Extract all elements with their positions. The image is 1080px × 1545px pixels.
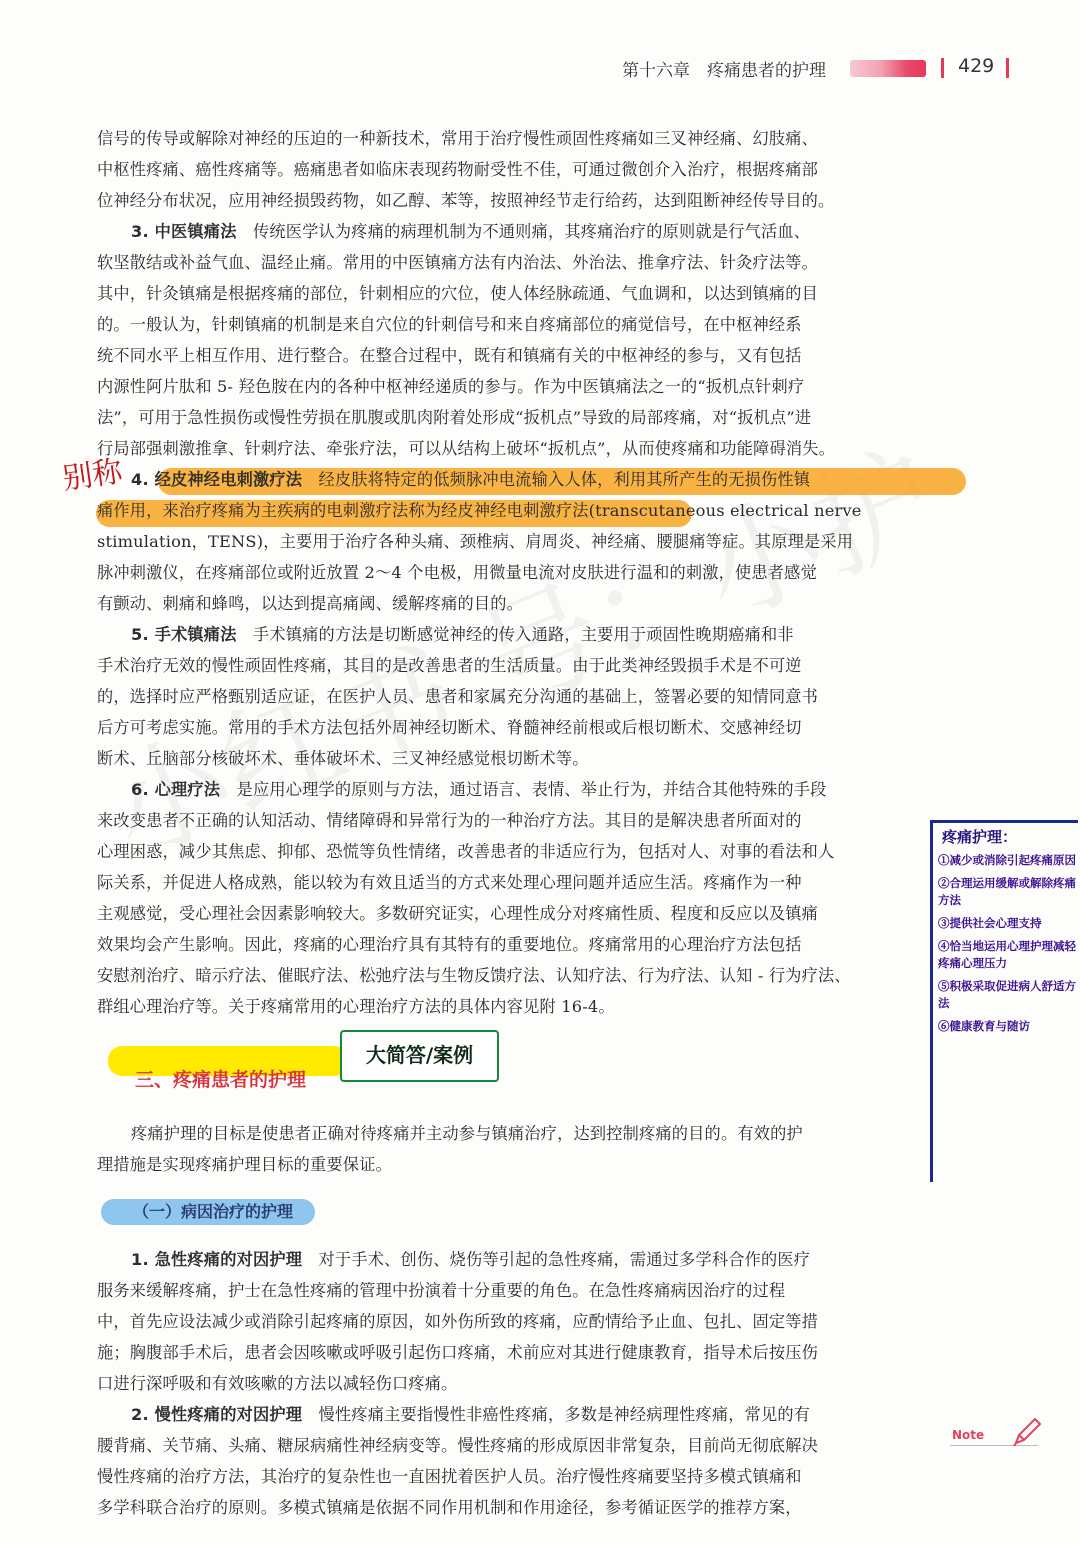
text-line: 信号的传导或解除对神经的压迫的一种新技术，常用于治疗慢性顽固性疼痛如三叉神经痛、幻肢痛、 (97, 129, 819, 148)
note-list (938, 852, 1076, 1041)
paragraph-chronic: 2. 慢性疼痛的对因护理 慢性疼痛主要指慢性非癌性疼痛，多数是神经病理性疼痛，常见的有 (131, 1405, 811, 1424)
text-line: 断术、丘脑部分核破坏术、垂体破坏术、三叉神经感觉根切断术等。 (97, 749, 589, 768)
text-line: 的，选择时应严格甄别适应证，在医护人员、患者和家属充分沟通的基础上，签署必要的知情同意书 (97, 687, 819, 706)
text-line: 多学科联合治疗的原则。多模式镇痛是依据不同作用机制和作用途径，参考循证医学的推荐方案， (97, 1498, 802, 1517)
text-line: 来改变患者不正确的认知活动、情绪障碍和异常行为的一种治疗方法。其目的是解决患者所面对的 (97, 811, 802, 830)
heading-chronic: 2. 慢性疼痛的对因护理 (131, 1405, 303, 1424)
text-line: 其中，针灸镇痛是根据疼痛的部位，针刺相应的穴位，使人体经脉疏通、气血调和，以达到镇痛的目 (97, 284, 819, 303)
text-line: 位神经分布状况，应用神经损毁药物，如乙醇、苯等，按照神经节走行给药，达到阻断神经传导目的。 (97, 191, 835, 210)
heading-psych: 6. 心理疗法 (131, 780, 221, 799)
page-number: 429 (958, 55, 995, 77)
heading-acute: 1. 急性疼痛的对因护理 (131, 1250, 303, 1269)
note-item: ④恰当地运用心理护理减轻疼痛心理压力 (938, 939, 1076, 970)
paragraph-tens: 4. 经皮神经电刺激疗法 经皮肤将特定的低频脉冲电流输入人体，利用其所产生的无损伤性镇 (131, 470, 811, 489)
annotation-stamp: 大简答/案例 (340, 1030, 499, 1082)
page-header (0, 56, 1080, 86)
note-item: ①减少或消除引起疼痛原因 (938, 853, 1076, 867)
text-line: 效果均会产生影响。因此，疼痛的心理治疗具有其特有的重要地位。疼痛常用的心理治疗方法包括 (97, 935, 802, 954)
paragraph-acute: 1. 急性疼痛的对因护理 对于手术、创伤、烧伤等引起的急性疼痛，需通过多学科合作的医疗 (131, 1250, 811, 1269)
text-line: 疼痛护理的目标是使患者正确对待疼痛并主动参与镇痛治疗，达到控制疼痛的目的。有效的护 (131, 1124, 803, 1143)
header-divider (1006, 58, 1009, 78)
subsection-heading: （一）病因治疗的护理 (97, 1196, 917, 1228)
heading-tens: 4. 经皮神经电刺激疗法 (131, 470, 303, 489)
note-border-left (930, 820, 933, 1182)
text-line: 群组心理治疗等。关于疼痛常用的心理治疗方法的具体内容见附 16-4。 (97, 997, 615, 1016)
paragraph-psych: 6. 心理疗法 是应用心理学的原则与方法，通过语言、表情、举止行为，并结合其他特殊的手段 (131, 780, 827, 799)
text-line: 有颤动、刺痛和蜂鸣，以达到提高痛阈、缓解疼痛的目的。 (97, 594, 524, 613)
page-body (97, 123, 917, 1523)
note-label: Note (952, 1428, 985, 1442)
text-line: 法”，可用于急性损伤或慢性劳损在肌腹或肌肉附着处形成“扳机点”导致的局部疼痛，对“扳机点”进 (97, 408, 812, 427)
text-line: 统不同水平上相互作用、进行整合。在整合过程中，既有和镇痛有关的中枢神经的参与，又有包括 (97, 346, 802, 365)
text-line: 口进行深呼吸和有效咳嗽的方法以减轻伤口疼痛。 (97, 1374, 458, 1393)
header-divider (941, 58, 944, 78)
text-line: 的。一般认为，针刺镇痛的机制是来自穴位的针刺信号和来自疼痛部位的痛觉信号，在中枢神经系 (97, 315, 802, 334)
note-item: ⑥健康教育与随访 (938, 1019, 1030, 1033)
text-line: 中，首先应设法减少或消除引起疼痛的原因，如外伤所致的疼痛，应酌情给予止血、包扎、固定等措 (97, 1312, 819, 1331)
paragraph-tcm: 3. 中医镇痛法 传统医学认为疼痛的病理机制为不通则痛，其疼痛治疗的原则就是行气活血、 (131, 222, 811, 241)
heading-tcm: 3. 中医镇痛法 (131, 222, 237, 241)
paragraph-surgical: 5. 手术镇痛法 手术镇痛的方法是切断感觉神经的传入通路，主要用于顽固性晚期癌痛和非 (131, 625, 794, 644)
note-item: ②合理运用缓解或解除疼痛方法 (938, 876, 1076, 907)
text-line: 主观感觉，受心理社会因素影响较大。多数研究证实，心理性成分对疼痛性质、程度和反应以及镇痛 (97, 904, 819, 923)
text-line: 内源性阿片肽和 5- 羟色胺在内的各种中枢神经递质的参与。作为中医镇痛法之一的“扳机点针刺疗 (97, 377, 805, 396)
chapter-title: 第十六章 疼痛患者的护理 (622, 61, 826, 81)
text-line: 痛作用，来治疗疼痛为主疾病的电刺激疗法称为经皮神经电刺激疗法(transcutaneous electrical nerve (97, 501, 862, 520)
text-line: 后方可考虑实施。常用的手术方法包括外周神经切断术、脊髓神经前根或后根切断术、交感神经切 (97, 718, 802, 737)
section-heading: 三、疼痛患者的护理 (135, 1069, 307, 1091)
handwritten-mark: 别称 (60, 453, 125, 497)
text-line: 心理困惑，减少其焦虑、抑郁、恐慌等负性情绪，改善患者的非适应行为，包括对人、对事的看法和人 (97, 842, 835, 861)
note-item: ③提供社会心理支持 (938, 916, 1042, 930)
handwritten-note-panel (930, 820, 1078, 1182)
text-line: stimulation，TENS)，主要用于治疗各种头痛、颈椎病、肩周炎、神经痛、腰腿痛等症。其原理是采用 (97, 532, 854, 551)
text-line: 腰背痛、关节痛、头痛、糖尿病痛性神经病变等。慢性疼痛的形成原因非常复杂，目前尚无彻底解决 (97, 1436, 819, 1455)
text-line: 脉冲刺激仪，在疼痛部位或附近放置 2～4 个电极，用微量电流对皮肤进行温和的刺激，使患者感觉 (97, 563, 817, 582)
heading-surgical: 5. 手术镇痛法 (131, 625, 237, 644)
note-title: 疼痛护理： (942, 828, 1018, 846)
text-line: 软坚散结或补益气血、温经止痛。常用的中医镇痛方法有内治法、外治法、推拿疗法、针灸疗法等。 (97, 253, 819, 272)
text-line: 安慰剂治疗、暗示疗法、催眠疗法、松弛疗法与生物反馈疗法、认知疗法、行为疗法、认知 - 行为疗法、 (97, 966, 851, 985)
header-accent-bar (850, 60, 926, 77)
text-line: 慢性疼痛的治疗方法，其治疗的复杂性也一直困扰着医护人员。治疗慢性疼痛要坚持多模式镇痛和 (97, 1467, 802, 1486)
text-line: 中枢性疼痛、癌性疼痛等。癌痛患者如临床表现药物耐受性不佳，可通过微创介入治疗，根据疼痛部 (97, 160, 819, 179)
text-line: 服务来缓解疼痛，护士在急性疼痛的管理中扮演着十分重要的角色。在急性疼痛病因治疗的过程 (97, 1281, 786, 1300)
text-line: 施；胸腹部手术后，患者会因咳嗽或呼吸引起伤口疼痛，术前应对其进行健康教育，指导术后按压伤 (97, 1343, 819, 1362)
text-line: 手术治疗无效的慢性顽固性疼痛，其目的是改善患者的生活质量。由于此类神经毁损手术是不可逆 (97, 656, 802, 675)
text-line: 理措施是实现疼痛护理目标的重要保证。 (97, 1155, 392, 1174)
note-item: ⑤积极采取促进病人舒适方法 (938, 979, 1076, 1010)
pencil-icon (1010, 1415, 1044, 1449)
note-border-top (930, 820, 1078, 823)
text-line: 际关系，并促进人格成熟，能以较为有效且适当的方式来处理心理问题并适应生活。疼痛作为一种 (97, 873, 802, 892)
text-line: 行局部强刺激推拿、针刺疗法、牵张疗法，可以从结构上破坏“扳机点”，从而使疼痛和功能障碍消失。 (97, 439, 835, 458)
